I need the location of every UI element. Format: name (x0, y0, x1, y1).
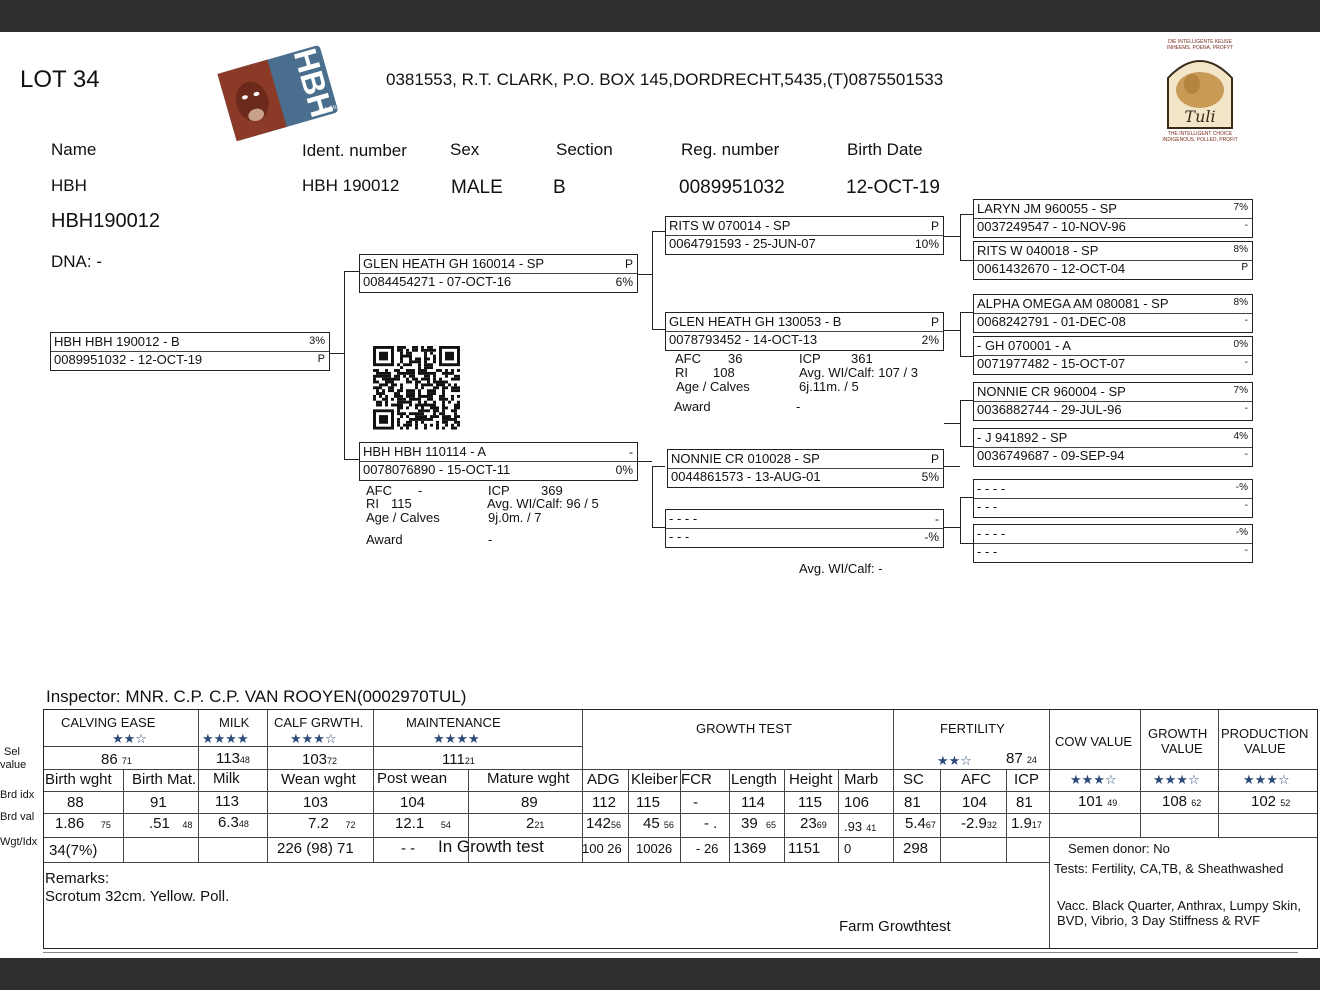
brd-idx-kleiber: 115 (636, 794, 660, 811)
pedigree-g3-6: - J 941892 - SP 0036749687 - 09-SEP-94 4% - (973, 428, 1253, 467)
production-value-stars: ★★★☆ (1243, 772, 1290, 787)
col-mature-wght: Mature wght (487, 770, 570, 787)
col-adg: ADG (587, 771, 620, 788)
brd-idx-height: 115 (798, 794, 822, 811)
col-kleiber: Kleiber (631, 771, 678, 788)
side-value: value (0, 759, 27, 771)
semen-donor: Semen donor: No (1068, 841, 1170, 856)
pedigree-g3-7: - - - - - - - -% - (973, 479, 1253, 518)
sel-calving: 86 71 (101, 751, 132, 768)
group-growth-value-1: GROWTH (1148, 726, 1208, 741)
pedigree-sire: GLEN HEATH GH 160014 - SP 0084454271 - 07-OCT-16 P 6% (359, 254, 638, 293)
brd-val-icp: 1.917 (1011, 815, 1042, 832)
brd-val-milk: 6.348 (218, 814, 249, 831)
animal-sex: MALE (451, 177, 503, 198)
name-label: Name (51, 140, 97, 159)
cow-value-index: 101 49 (1078, 793, 1118, 810)
brd-idx-sc: 81 (904, 794, 921, 811)
wgt-in-growth-test: In Growth test (438, 837, 544, 856)
sel-milk: 11348 (216, 750, 250, 767)
sd-avg-wi-calf: Avg. WI/Calf: 107 / 3 (799, 365, 918, 380)
animal-reg: 0089951032 (679, 177, 785, 198)
animal-birth: 12-OCT-19 (846, 177, 940, 198)
brd-val-wean-wght: 7.2 72 (308, 815, 356, 832)
pedigree-g3-1: LARYN JM 960055 - SP 0037249547 - 10-NOV-96 7% - (973, 199, 1253, 238)
svg-text:Tuli: Tuli (1184, 107, 1216, 126)
brd-idx-afc: 104 (962, 794, 988, 811)
sd-age-calves-value: 6j.11m. / 5 (799, 379, 859, 394)
dd-avg-wi-calf: Avg. WI/Calf: - (799, 561, 883, 576)
sd-afc-value: 36 (728, 351, 743, 366)
vaccinations-line-1: Vacc. Black Quarter, Anthrax, Lumpy Skin, (1057, 898, 1301, 913)
birth-label: Birth Date (847, 140, 923, 159)
sd-award-label: Award (674, 399, 711, 414)
col-milk: Milk (213, 770, 240, 787)
brd-val-mature-wght: 221 (526, 815, 545, 832)
wgt-height: 1151 (788, 840, 821, 857)
fert-stars: ★★☆ (937, 753, 972, 768)
dam-award-label: Award (366, 532, 403, 547)
bottom-rule (43, 952, 1298, 953)
farm-growthtest: Farm Growthtest (839, 918, 951, 935)
section-label: Section (556, 140, 613, 159)
col-length: Length (731, 771, 777, 788)
sd-icp-label: ICP (799, 351, 821, 366)
col-wean-wght: Wean wght (281, 771, 356, 788)
pedigree-dam-dam: - - - - - - - - -% (665, 509, 944, 548)
brd-val-afc: -2.932 (961, 815, 997, 832)
brd-idx-icp: 81 (1016, 794, 1033, 811)
wgt-length: 1369 (733, 840, 767, 857)
pedigree-g3-2: RITS W 040018 - SP 0061432670 - 12-OCT-04 8% P (973, 241, 1253, 280)
production-value-index: 102 52 (1251, 793, 1291, 810)
brd-val-birth-mat: .51 48 (149, 815, 193, 832)
col-post-wean: Post wean (377, 770, 448, 787)
pedigree-sire-dam: GLEN HEATH GH 130053 - B 0078793452 - 14-OCT-13 P 2% (665, 312, 944, 351)
brd-idx-birth-mat: 91 (150, 794, 167, 811)
col-birth-mat: Birth Mat. (132, 771, 197, 788)
dam-afc-value: - (418, 483, 423, 498)
milk-stars: ★★★★ (202, 731, 249, 746)
dam-icp-value: 369 (541, 483, 563, 498)
reg-label: Reg. number (681, 140, 780, 159)
qr-code (373, 346, 463, 430)
dam-ri-label: RI (366, 496, 379, 511)
cow-value-stars: ★★★☆ (1070, 772, 1117, 787)
col-fcr: FCR (681, 771, 712, 788)
side-brd-val: Brd val (0, 811, 35, 823)
animal-name-2: HBH190012 (51, 210, 160, 232)
col-sc: SC (903, 771, 924, 788)
group-cow-value: COW VALUE (1055, 734, 1133, 749)
pedigree-g3-5: NONNIE CR 960004 - SP 0036882744 - 29-JUL-96 7% - (973, 382, 1253, 421)
dna: DNA: - (51, 252, 102, 271)
side-wgt-idx: Wgt/Idx (0, 836, 38, 848)
brd-idx-birth-wght: 88 (67, 794, 84, 811)
group-milk: MILK (219, 715, 250, 730)
wgt-wean: 226 (98) 71 (277, 840, 354, 857)
svg-text:DIE INTELLIGENTE KEUSE: DIE INTELLIGENTE KEUSE (1168, 39, 1232, 45)
pedigree-dam-sire: NONNIE CR 010028 - SP 0044861573 - 13-AUG-01 P 5% (667, 449, 944, 488)
bottom-bar (0, 958, 1320, 990)
side-brd-idx: Brd idx (0, 789, 35, 801)
svg-text:Tuli Stud: Tuli Stud (318, 103, 339, 116)
growth-value-index: 108 62 (1162, 793, 1202, 810)
svg-text:INDIGENOUS, POLLED, PROFIT: INDIGENOUS, POLLED, PROFIT (1162, 137, 1238, 143)
brd-idx-mature-wght: 89 (521, 794, 538, 811)
brd-idx-post-wean: 104 (400, 794, 426, 811)
wgt-birth: 34(7%) (49, 842, 98, 859)
brd-val-marb: .93 41 (844, 819, 877, 834)
group-calving-ease: CALVING EASE (61, 715, 156, 730)
wgt-marb: 0 (844, 841, 852, 856)
wgt-sc: 298 (903, 840, 929, 857)
brd-idx-length: 114 (741, 794, 765, 811)
col-height: Height (789, 771, 833, 788)
group-fertility: FERTILITY (940, 721, 1005, 736)
calf-stars: ★★★☆ (290, 731, 337, 746)
svg-text:HBH: HBH (286, 44, 339, 122)
col-birth-wght: Birth wght (45, 771, 112, 788)
group-production-value-1: PRODUCTION (1221, 726, 1309, 741)
sex-label: Sex (450, 140, 480, 159)
sd-ri-value: 108 (713, 365, 735, 380)
remarks-text: Scrotum 32cm. Yellow. Poll. (45, 888, 230, 905)
brd-idx-wean-wght: 103 (303, 794, 329, 811)
sd-icp-value: 361 (851, 351, 873, 366)
dam-age-calves-label: Age / Calves (366, 510, 440, 525)
col-afc: AFC (961, 771, 991, 788)
sel-fert: 87 24 (1006, 750, 1037, 767)
wgt-adg: 100 26 (582, 841, 622, 856)
wgt-fcr: - 26 (696, 841, 719, 856)
sel-maint: 11121 (442, 751, 475, 768)
dam-ri-value: 115 (391, 496, 412, 511)
brd-val-post-wean: 12.1 54 (395, 815, 451, 832)
group-maintenance: MAINTENANCE (406, 715, 501, 730)
brd-idx-milk: 113 (215, 793, 239, 810)
dam-afc-label: AFC (366, 483, 392, 498)
svg-text:THE INTELLIGENT CHOICE: THE INTELLIGENT CHOICE (1167, 131, 1233, 137)
group-growth-value-2: VALUE (1161, 741, 1203, 756)
sd-ri-label: RI (675, 365, 688, 380)
growth-value-stars: ★★★☆ (1153, 772, 1200, 787)
svg-text:INHEEMS, POENA, PROFYT: INHEEMS, POENA, PROFYT (1166, 45, 1234, 51)
brd-val-height: 2369 (800, 815, 827, 832)
pedigree-g3-4: - GH 070001 - A 0071977482 - 15-OCT-07 0% - (973, 336, 1253, 375)
brd-idx-adg: 112 (592, 794, 616, 811)
pedigree-g3-3: ALPHA OMEGA AM 080081 - SP 0068242791 - 01-DEC-08 8% - (973, 294, 1253, 333)
animal-name: HBH (51, 176, 87, 195)
vaccinations-line-2: BVD, Vibrio, 3 Day Stiffness & RVF (1057, 913, 1261, 928)
tuli-logo (1158, 38, 1242, 144)
dam-award-value: - (488, 532, 493, 547)
maint-stars: ★★★★ (433, 731, 480, 746)
sel-calf: 10372 (302, 751, 338, 768)
sd-award-value: - (796, 399, 801, 414)
pedigree-self: HBH HBH 190012 - B 0089951032 - 12-OCT-19 3% P (50, 332, 330, 371)
sd-afc-label: AFC (675, 351, 701, 366)
ident-label: Ident. number (302, 141, 407, 160)
brd-val-adg: 14256 (586, 815, 622, 832)
brd-val-length: 39 65 (741, 815, 777, 832)
brd-val-sc: 5.467 (905, 815, 936, 832)
dam-avg-wi-calf: Avg. WI/Calf: 96 / 5 (487, 496, 599, 511)
brd-idx-fcr: - (693, 794, 698, 811)
pedigree-g3-8: - - - - - - - -% - (973, 524, 1253, 563)
top-bar (0, 0, 1320, 32)
col-marb: Marb (844, 771, 879, 788)
animal-ident: HBH 190012 (302, 176, 400, 195)
animal-section: B (553, 177, 566, 198)
pedigree-dam: HBH HBH 110114 - A 0078076890 - 15-OCT-11 - 0% (359, 442, 638, 481)
calving-stars: ★★☆ (112, 731, 147, 746)
tests: Tests: Fertility, CA,TB, & Sheathwashed (1054, 861, 1284, 876)
group-growth-test: GROWTH TEST (696, 721, 792, 736)
group-calf-growth: CALF GRWTH. (274, 715, 364, 730)
brd-val-kleiber: 45 56 (643, 815, 674, 832)
inspector: Inspector: MNR. C.P. C.P. VAN ROOYEN(0002970TUL) (46, 687, 467, 706)
side-sel: Sel (4, 746, 20, 758)
brd-val-fcr: - . (704, 815, 718, 832)
remarks-label: Remarks: (45, 870, 110, 887)
pedigree-sire-sire: RITS W 070014 - SP 0064791593 - 25-JUN-07 P 10% (665, 216, 944, 255)
hbh-logo (217, 44, 339, 142)
dam-icp-label: ICP (488, 483, 510, 498)
lot-number: LOT 34 (20, 66, 100, 93)
performance-table (43, 709, 1318, 949)
brd-val-birth-wght: 1.86 75 (55, 815, 111, 832)
brd-idx-marb: 106 (844, 794, 870, 811)
group-production-value-2: VALUE (1244, 741, 1286, 756)
dam-age-calves-value: 9j.0m. / 7 (488, 510, 542, 525)
col-icp: ICP (1014, 771, 1040, 788)
contact-info: 0381553, R.T. CLARK, P.O. BOX 145,DORDRECHT,5435,(T)0875501533 (386, 70, 944, 89)
wgt-post-wean: - - (401, 840, 416, 857)
wgt-kleiber: 10026 (636, 841, 673, 856)
sd-age-calves-label: Age / Calves (676, 379, 750, 394)
